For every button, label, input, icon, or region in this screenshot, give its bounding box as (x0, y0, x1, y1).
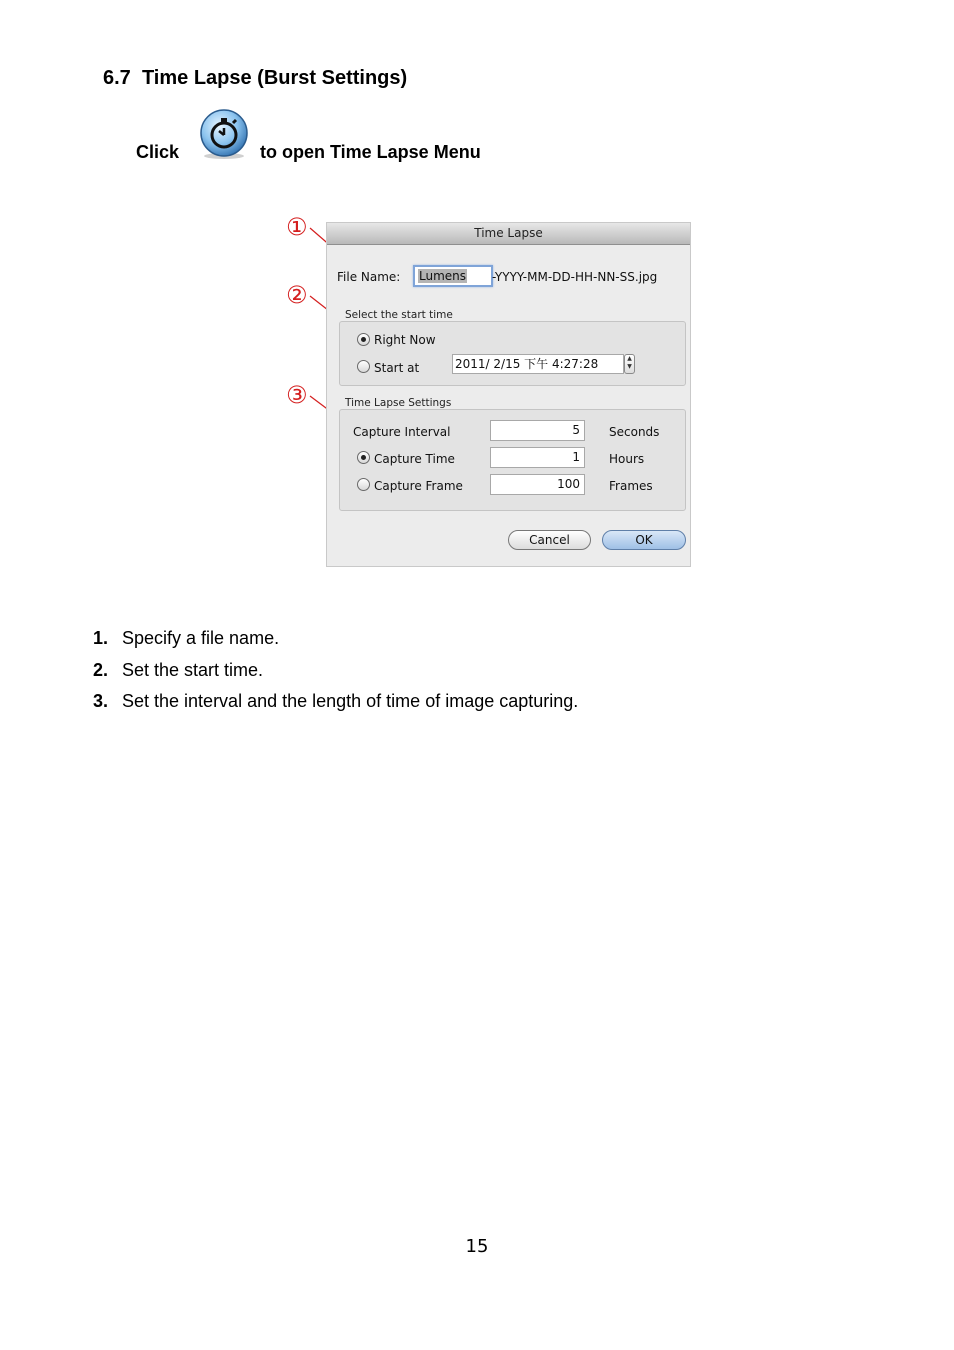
start-at-label[interactable]: Start at (374, 361, 420, 375)
start-group-label: Select the start time (345, 309, 453, 321)
capture-time-radio[interactable] (357, 451, 370, 464)
settings-group-label: Time Lapse Settings (345, 397, 452, 409)
step-number: 2. (93, 660, 109, 680)
step-1 (93, 628, 279, 649)
capture-time-unit: Hours (609, 452, 645, 466)
instruction-prefix: Click (136, 142, 180, 162)
dialog-title: Time Lapse (327, 223, 690, 245)
file-name-label: File Name: (337, 270, 401, 284)
capture-interval-unit: Seconds (609, 425, 660, 439)
time-lapse-dialog (326, 222, 691, 567)
capture-time-field[interactable]: 1 (490, 447, 585, 468)
instruction-suffix: to open Time Lapse Menu (260, 142, 481, 162)
file-name-field[interactable] (413, 265, 493, 287)
capture-frame-radio[interactable] (357, 478, 370, 491)
callout-1: ① (286, 213, 308, 241)
page-number: 15 (465, 1236, 489, 1257)
cancel-button[interactable]: Cancel (508, 530, 591, 550)
file-name-suffix: -YYYY-MM-DD-HH-NN-SS.jpg (492, 270, 658, 284)
step-2 (93, 660, 263, 681)
step-3 (93, 691, 578, 712)
ok-button[interactable]: OK (602, 530, 686, 550)
right-now-radio[interactable] (357, 333, 370, 346)
step-text: Specify a file name. (122, 628, 280, 648)
step-text: Set the interval and the length of time of image capturing. (122, 691, 579, 711)
capture-interval-field[interactable]: 5 (490, 420, 585, 441)
section-title: Time Lapse (Burst Settings) (141, 67, 408, 89)
capture-frame-field[interactable]: 100 (490, 474, 585, 495)
capture-interval-label: Capture Interval (353, 425, 451, 439)
start-at-radio[interactable] (357, 360, 370, 373)
file-name-value: Lumens (419, 269, 467, 283)
capture-frame-unit: Frames (609, 479, 653, 493)
capture-frame-label[interactable]: Capture Frame (374, 479, 463, 493)
step-number: 1. (93, 628, 109, 648)
section-number: 6.7 (103, 67, 131, 89)
step-number: 3. (93, 691, 109, 711)
callout-3: ③ (286, 381, 308, 409)
step-text: Set the start time. (122, 660, 264, 680)
capture-time-label[interactable]: Capture Time (374, 452, 455, 466)
right-now-label[interactable]: Right Now (374, 333, 436, 347)
datetime-stepper[interactable]: ▲ ▼ (624, 354, 635, 374)
callout-2: ② (286, 281, 308, 309)
start-at-datetime-field[interactable]: 2011/ 2/15 下午 4:27:28 (452, 354, 624, 374)
